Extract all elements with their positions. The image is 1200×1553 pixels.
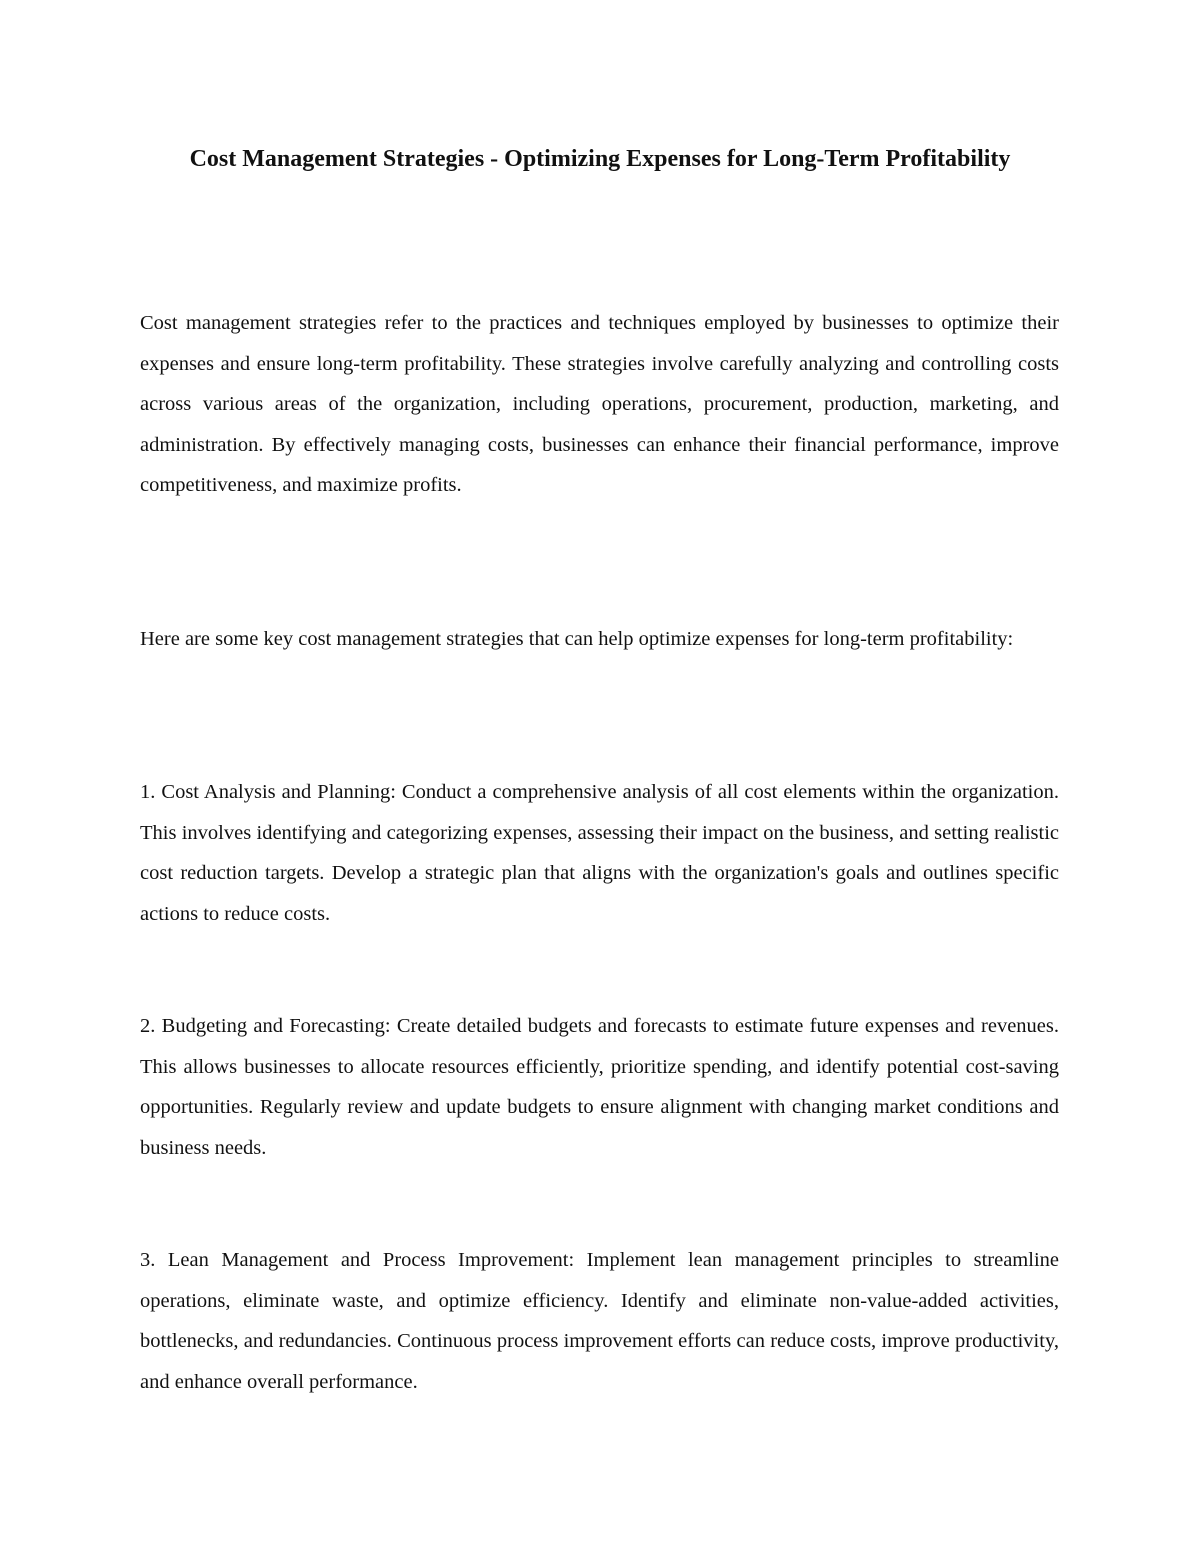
strategy-2-paragraph: 2. Budgeting and Forecasting: Create detailed budgets and forecasts to estimate future expenses and revenues. This allows businesses to allocate resources efficiently, prioritize spending, and identify potential cost-saving opportunities. Regularly review and update budgets to ensure alignment with changing market conditions and business needs. — [140, 1015, 1059, 1159]
strategies-intro-paragraph: Here are some key cost management strategies that can help optimize expenses for long-term profitability: — [140, 628, 1014, 650]
intro-paragraph: Cost management strategies refer to the practices and techniques employed by businesses to optimize their expenses and ensure long-term profitability. These strategies involve carefully analyzing and controlling costs across various areas of the organization, including operations, procurement, production, marketing, and administration. By effectively managing costs, businesses can enhance their financial performance, improve competitiveness, and maximize profits. — [140, 312, 1059, 497]
strategy-1-paragraph: 1. Cost Analysis and Planning: Conduct a comprehensive analysis of all cost elements within the organization. This involves identifying and categorizing expenses, assessing their impact on the business, and setting realistic cost reduction targets. Develop a strategic plan that aligns with the organization's goals and outlines specific actions to reduce costs. — [140, 781, 1059, 925]
document-title: Cost Management Strategies - Optimizing Expenses for Long-Term Profitability — [189, 146, 1011, 172]
strategy-3-paragraph: 3. Lean Management and Process Improvement: Implement lean management principles to streamline operations, eliminate waste, and optimize efficiency. Identify and eliminate non-value-added activities, bottlenecks, and redundancies. Continuous process improvement efforts can reduce costs, improve productivity, and enhance overall performance. — [140, 1249, 1059, 1393]
